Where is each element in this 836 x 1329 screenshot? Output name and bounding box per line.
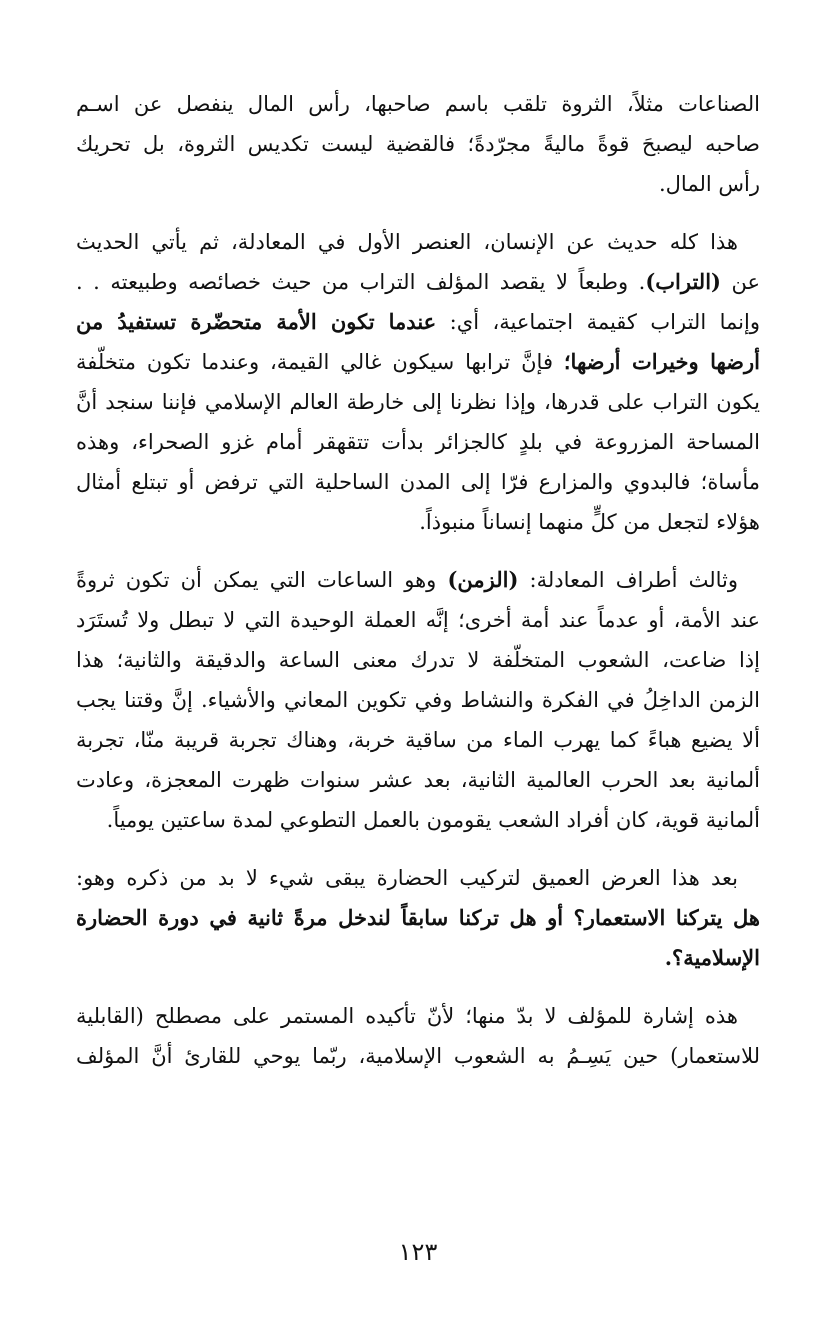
text-segment: صاحبه ليصبحَ قوةً ماليةً مجرّدةً؛ فالقضية ليست تكديس الثروة، بل تحريك — [76, 132, 760, 156]
text-segment: وثالث أطراف المعادلة: — [518, 568, 739, 592]
text-segment: الزمن الداخِلُ في الفكرة والنشاط وفي تكوين المعاني والأشياء. إنَّ وقتنا يجب — [76, 688, 760, 712]
text-segment: للاستعمار) حين يَسِـمُ به الشعوب الإسلامية، ربّما يوحي للقارئ أنَّ المؤلف — [76, 1044, 760, 1068]
text-line — [76, 560, 760, 600]
text-line — [76, 1036, 760, 1076]
bold-text: هل يتركنا الاستعمار؟ أو هل تركنا سابقاً لندخل مرةً ثانية في دورة الحضارة — [76, 905, 760, 930]
paragraph-5 — [76, 996, 760, 1076]
text-segment: رأس المال. — [659, 172, 760, 196]
text-segment: عن — [720, 270, 760, 294]
text-line — [76, 164, 760, 204]
text-line — [76, 898, 760, 938]
text-segment: وهو الساعات التي يمكن أن تكون ثروةً — [76, 568, 448, 592]
text-line — [76, 422, 760, 462]
text-line — [76, 462, 760, 502]
text-segment: ألا يضيع هباءً كما يهرب الماء من ساقية خربة، وهناك تجربة قريبة منّا، تجربة — [76, 728, 760, 752]
text-segment: المساحة المزروعة في بلدٍ كالجزائر بدأت تتقهقر أمام غزو الصحراء، وهذه — [76, 430, 760, 454]
text-segment: يكون التراب على قدرها، وإذا نظرنا إلى خارطة العالم الإسلامي فإننا سنجد أنَّ — [76, 390, 760, 414]
paragraph-3 — [76, 560, 760, 840]
text-line — [76, 800, 760, 840]
bold-text: أرضها وخيرات أرضها؛ — [563, 349, 760, 374]
text-segment: . وطبعاً لا يقصد المؤلف التراب من حيث خصائصه وطبيعته . . — [76, 270, 646, 294]
text-segment: مأساة؛ فالبدوي والمزارع فرّا إلى المدن الساحلية التي ترفض أو تبتلع أمثال — [76, 470, 760, 494]
bold-text: عندما تكون الأمة متحضّرة تستفيدُ من — [76, 309, 437, 334]
text-segment: هذه إشارة للمؤلف لا بدّ منها؛ لأنّ تأكيده المستمر على مصطلح (القابلية — [76, 1004, 738, 1028]
page-body — [76, 84, 760, 1094]
text-line — [76, 600, 760, 640]
text-segment: هؤلاء لتجعل من كلٍّ منهما إنساناً منبوذاً. — [419, 510, 760, 534]
paragraph-4 — [76, 858, 760, 978]
text-segment: بعد هذا العرض العميق لتركيب الحضارة يبقى شيء لا بد من ذكره وهو: — [76, 866, 738, 890]
text-line — [76, 124, 760, 164]
text-segment: هذا كله حديث عن الإنسان، العنصر الأول في المعادلة، ثم يأتي الحديث — [76, 230, 738, 254]
text-line — [76, 222, 760, 262]
bold-text: الإسلامية؟. — [664, 945, 760, 970]
text-segment: وإنما التراب كقيمة اجتماعية، أي: — [436, 310, 760, 334]
bold-text: (التراب) — [645, 269, 721, 294]
text-line — [76, 302, 760, 342]
text-line — [76, 502, 760, 542]
text-line — [76, 720, 760, 760]
paragraph-2 — [76, 222, 760, 542]
text-line — [76, 262, 760, 302]
text-line — [76, 858, 760, 898]
text-line — [76, 938, 760, 978]
text-segment: ألمانية بعد الحرب العالمية الثانية، بعد عشر سنوات ظهرت المعجزة، وعادت — [76, 768, 760, 792]
text-segment: إذا ضاعت، الشعوب المتخلّفة لا تدرك معنى الساعة والدقيقة والثانية؛ هذا — [76, 648, 760, 672]
text-segment: الصناعات مثلاً، الثروة تلقب باسم صاحبها، رأس المال ينفصل عن اسـم — [76, 92, 760, 116]
text-line — [76, 996, 760, 1036]
text-line — [76, 84, 760, 124]
bold-text: (الزمن) — [447, 567, 519, 592]
text-line — [76, 760, 760, 800]
text-line — [76, 342, 760, 382]
text-line — [76, 680, 760, 720]
text-segment: ألمانية قوية، كان أفراد الشعب يقومون بالعمل التطوعي لمدة ساعتين يومياً. — [106, 808, 760, 832]
text-line — [76, 640, 760, 680]
text-line — [76, 382, 760, 422]
page-number: ١٢٣ — [398, 1238, 438, 1266]
text-segment: فإنَّ ترابها سيكون غالي القيمة، وعندما تكون متخلّفة — [76, 350, 564, 374]
paragraph-1 — [76, 84, 760, 204]
text-segment: عند الأمة، أو عدماً عند أمة أخرى؛ إنَّه العملة الوحيدة التي لا تبطل ولا تُستَرَد — [76, 608, 760, 632]
